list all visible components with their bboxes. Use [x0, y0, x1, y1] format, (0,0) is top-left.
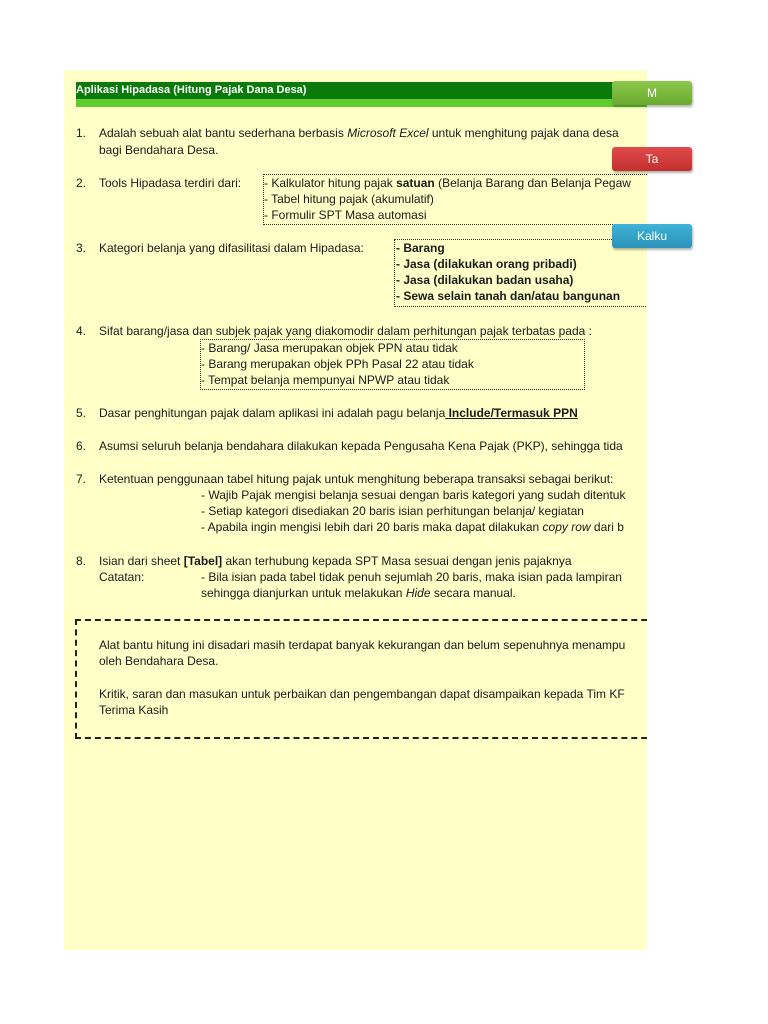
category-item-1: - Barang — [396, 241, 445, 255]
tools-item-1: - Kalkulator hitung pajak satuan (Belanja Barang dan Belanja Pegaw — [264, 176, 631, 190]
title-bar — [76, 82, 647, 108]
tools-item-2: - Tabel hitung pajak (akumulatif) — [264, 192, 434, 206]
item-7-rule-1: - Wajib Pajak mengisi belanja sesuai dengan baris kategori yang sudah ditentuk — [201, 488, 626, 502]
note-line-1: Alat bantu hitung ini disadari masih terdapat banyak kekurangan dan belum sepenuhnya menampu — [99, 638, 626, 652]
item-8-note-2: sehingga dianjurkan untuk melakukan Hide secara manual. — [201, 586, 516, 600]
note-line-2: oleh Bendahara Desa. — [99, 654, 219, 668]
criteria-item-3: - Tempat belanja mempunyai NPWP atau tidak — [201, 373, 450, 387]
item-number-5: 5. — [76, 406, 87, 420]
note-line-3: Kritik, saran dan masukan untuk perbaikan dan pengembangan dapat disampaikan kepada Tim KF — [99, 687, 625, 701]
item-1-line-2: bagi Bendahara Desa. — [99, 143, 219, 157]
item-4-label: Sifat barang/jasa dan subjek pajak yang diakomodir dalam perhitungan pajak terbatas pada : — [99, 324, 592, 338]
item-8-note-1: - Bila isian pada tabel tidak penuh sejumlah 20 baris, maka isian pada lampiran — [201, 570, 622, 584]
item-7-rule-3: - Apabila ingin mengisi lebih dari 20 baris maka dapat dilakukan copy row dari b — [201, 520, 624, 534]
criteria-item-2: - Barang merupakan objek PPh Pasal 22 atau tidak — [201, 357, 474, 371]
item-number-6: 6. — [76, 439, 87, 453]
note-line-4: Terima Kasih — [99, 703, 169, 717]
tools-item-3: - Formulir SPT Masa automasi — [264, 208, 427, 222]
item-3-label: Kategori belanja yang difasilitasi dalam Hipadasa: — [99, 241, 364, 255]
item-6-text: Asumsi seluruh belanja bendahara dilakukan kepada Pengusaha Kena Pajak (PKP), sehingga tida — [99, 439, 623, 453]
item-number-3: 3. — [76, 241, 87, 255]
item-8-text: Isian dari sheet [Tabel] akan terhubung kepada SPT Masa sesuai dengan jenis pajaknya — [99, 554, 572, 568]
page-title: Aplikasi Hipadasa (Hitung Pajak Dana Desa) — [76, 82, 647, 99]
item-number-1: 1. — [76, 126, 87, 140]
item-7-rule-2: - Setiap kategori disediakan 20 baris isian perhitungan belanja/ kegiatan — [201, 504, 584, 518]
menu-button[interactable]: M — [612, 81, 692, 105]
kalkulator-button[interactable]: Kalku — [612, 224, 692, 248]
title-underline — [76, 99, 647, 107]
category-item-4: - Sewa selain tanah dan/atau bangunan — [396, 289, 621, 303]
spreadsheet-sheet — [64, 70, 647, 950]
item-1-line-1: Adalah sebuah alat bantu sederhana berbasis Microsoft Excel untuk menghitung pajak dana desa — [99, 126, 619, 140]
item-7-label: Ketentuan penggunaan tabel hitung pajak untuk menghitung beberapa transaksi sebagai berikut: — [99, 472, 614, 486]
item-number-8: 8. — [76, 554, 87, 568]
criteria-item-1: - Barang/ Jasa merupakan objek PPN atau tidak — [201, 341, 458, 355]
category-item-2: - Jasa (dilakukan orang pribadi) — [396, 257, 577, 271]
item-8-note-label: Catatan: — [99, 570, 145, 584]
tabel-button[interactable]: Ta — [612, 147, 692, 171]
item-number-2: 2. — [76, 176, 87, 190]
item-2-label: Tools Hipadasa terdiri dari: — [99, 176, 242, 190]
item-number-7: 7. — [76, 472, 87, 486]
item-number-4: 4. — [76, 324, 87, 338]
category-item-3: - Jasa (dilakukan badan usaha) — [396, 273, 574, 287]
item-5-text: Dasar penghitungan pajak dalam aplikasi ini adalah pagu belanja Include/Termasuk PPN — [99, 406, 578, 420]
